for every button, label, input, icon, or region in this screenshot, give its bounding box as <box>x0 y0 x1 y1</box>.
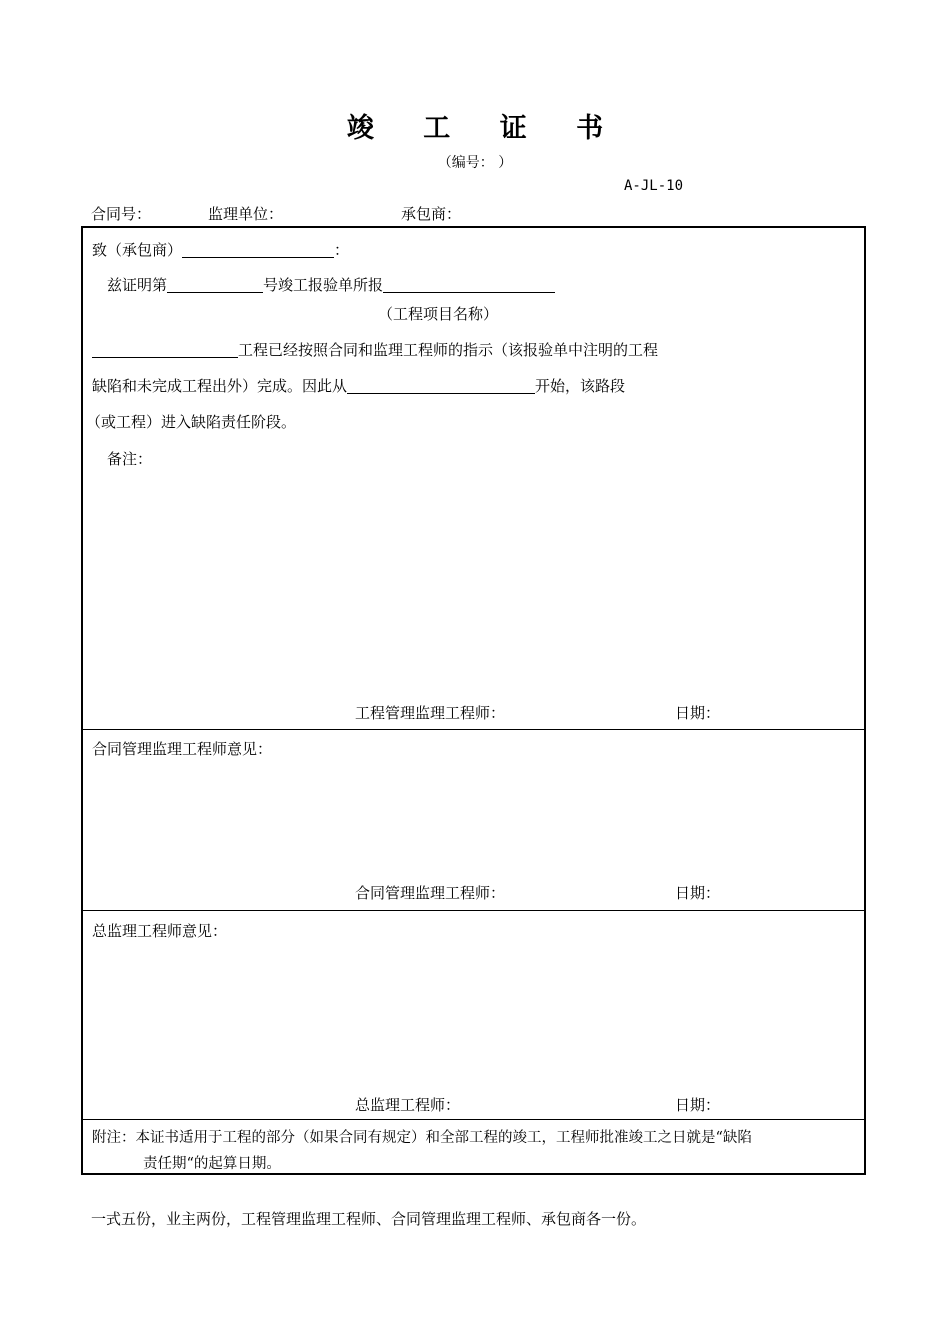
section-divider-3 <box>83 1119 864 1120</box>
addressee-prefix: 致（承包商） <box>92 241 183 259</box>
addressee-line <box>92 239 349 260</box>
certification-prefix: 兹证明第 <box>107 276 168 294</box>
remarks-label: 备注： <box>107 450 153 468</box>
note-line-2: 责任期“的起算日期。 <box>143 1156 281 1172</box>
chief-supervisor-signature-label: 总监理工程师： <box>355 1096 461 1114</box>
project-name-hint: （工程项目名称） <box>378 305 499 323</box>
note-line-1: 附注：本证书适用于工程的部分（如果合同有规定）和全部工程的竣工，工程师批准竣工之日就是“缺陷 <box>92 1130 752 1146</box>
chief-supervisor-opinion-label: 总监理工程师意见： <box>92 922 228 940</box>
defect-start-prefix: 缺陷和未完成工程出外）完成。因此从 <box>92 377 348 395</box>
contractor-name-blank[interactable] <box>182 241 334 258</box>
serial-number-line: （编号： ） <box>437 155 513 171</box>
form-code: A-JL-10 <box>624 178 684 194</box>
section-divider-1 <box>83 729 864 730</box>
defect-start-line <box>92 375 625 396</box>
addressee-suffix: ： <box>334 241 350 259</box>
copies-distribution-note: 一式五份，业主两份，工程管理监理工程师、合同管理监理工程师、承包商各一份。 <box>91 1210 647 1228</box>
chief-supervisor-date-label: 日期： <box>675 1096 721 1114</box>
contract-number-label: 合同号： <box>91 205 152 223</box>
defect-start-suffix: 开始，该路段 <box>535 377 626 395</box>
section-divider-2 <box>83 910 864 911</box>
defect-period-line: （或工程）进入缺陷责任阶段。 <box>86 413 297 431</box>
certificate-form-frame <box>81 226 866 1175</box>
report-number-blank[interactable] <box>167 276 263 293</box>
engineering-supervisor-date-label: 日期： <box>675 704 721 722</box>
contract-supervisor-date-label: 日期： <box>675 884 721 902</box>
contract-supervisor-opinion-label: 合同管理监理工程师意见： <box>92 740 273 758</box>
page-title: 竣 工 证 书 <box>346 113 624 144</box>
completion-statement-text: 工程已经按照合同和监理工程师的指示（该报验单中注明的工程 <box>238 341 659 359</box>
project-name-blank[interactable] <box>383 276 555 293</box>
project-blank[interactable] <box>92 341 238 358</box>
contract-supervisor-signature-label: 合同管理监理工程师： <box>355 884 506 902</box>
completion-statement-line <box>92 339 658 360</box>
engineering-supervisor-signature-label: 工程管理监理工程师： <box>355 704 506 722</box>
start-date-blank[interactable] <box>347 377 535 394</box>
contractor-label: 承包商： <box>401 205 462 223</box>
supervisor-unit-label: 监理单位： <box>208 205 284 223</box>
certification-line <box>107 274 555 295</box>
certification-middle: 号竣工报验单所报 <box>263 276 384 294</box>
